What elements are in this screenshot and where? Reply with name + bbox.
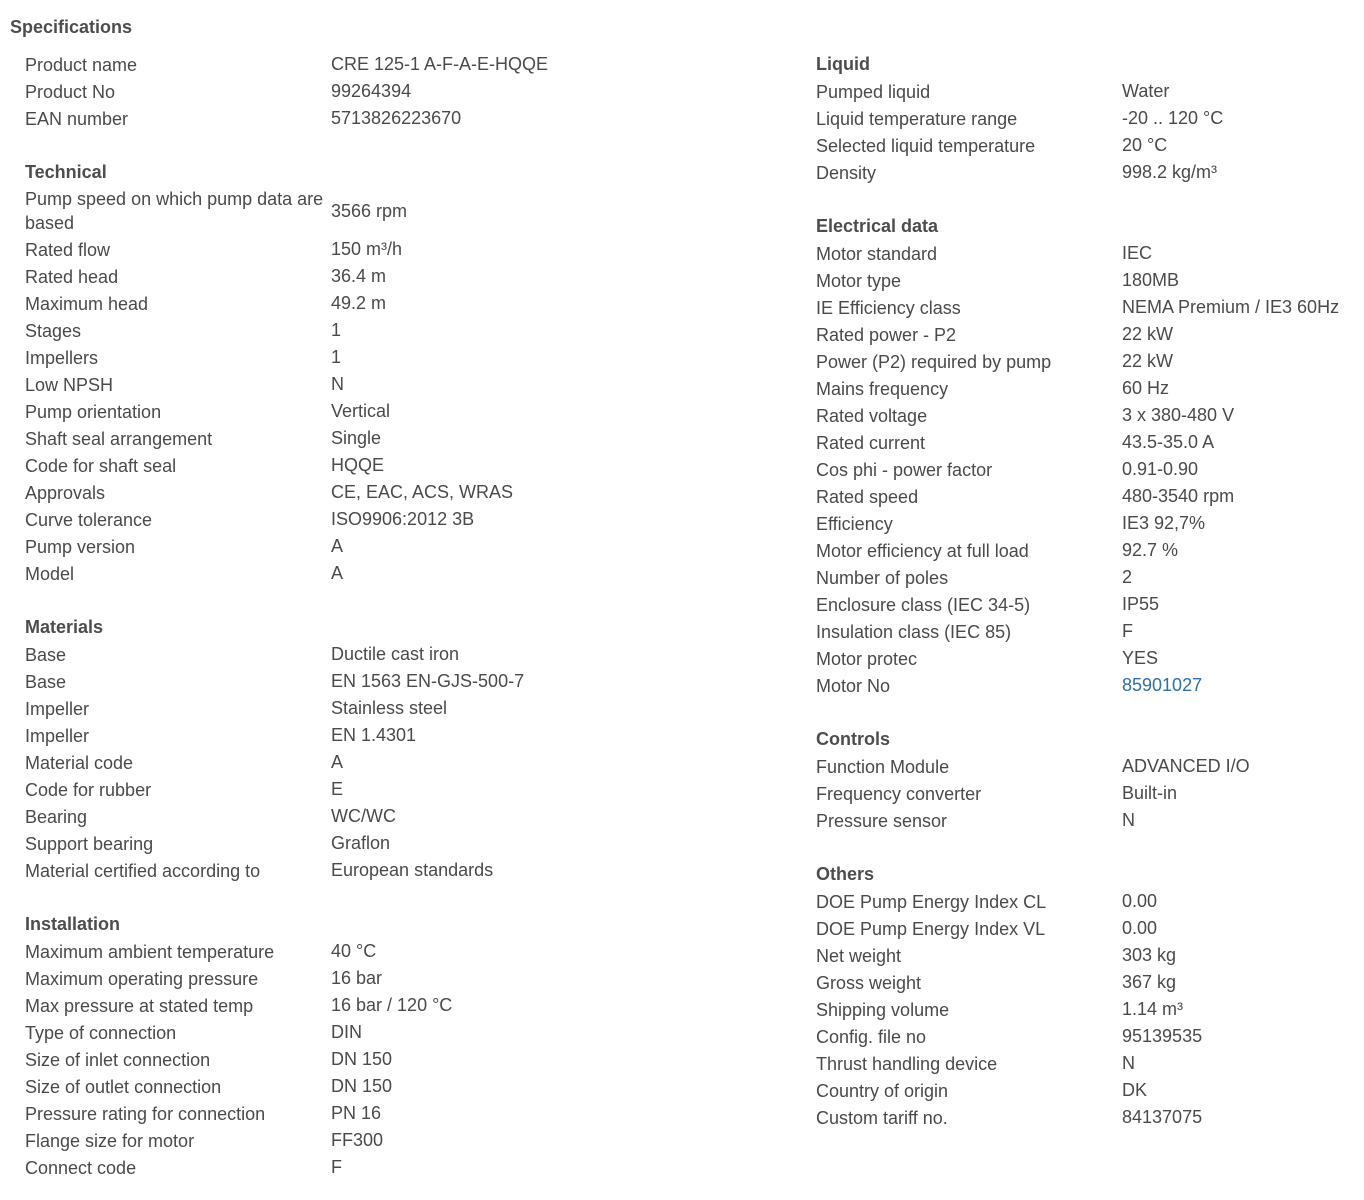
spec-label: Type of connection: [25, 1022, 177, 1043]
spec-label: Maximum operating pressure: [25, 968, 259, 989]
spec-label: Cos phi - power factor: [816, 459, 993, 480]
left-column: [25, 51, 785, 1181]
spec-row: [816, 375, 1356, 402]
spec-label: Rated head: [25, 266, 119, 287]
spec-label: Mains frequency: [816, 378, 949, 399]
spec-label: Code for shaft seal: [25, 455, 177, 476]
spec-row: [816, 564, 1356, 591]
spec-row: [816, 807, 1356, 834]
spec-label: Code for rubber: [25, 779, 152, 800]
spec-row: [816, 78, 1356, 105]
spec-row: [816, 969, 1356, 996]
spec-row: [816, 942, 1356, 969]
spec-row: [816, 159, 1356, 186]
spec-value: 5713826223670: [331, 108, 462, 128]
spec-label: Country of origin: [816, 1080, 949, 1101]
spec-row: [25, 992, 785, 1019]
spec-row: [816, 618, 1356, 645]
spec-value: Water: [1122, 81, 1170, 101]
spec-row: [816, 294, 1356, 321]
spec-label: Insulation class (IEC 85): [816, 621, 1012, 642]
section-materials: [25, 614, 785, 884]
spec-row: [25, 695, 785, 722]
spec-value: 20 °C: [1122, 135, 1168, 155]
spec-label: Config. file no: [816, 1026, 927, 1047]
spec-row: [25, 776, 785, 803]
spec-value: E: [331, 779, 344, 799]
section-liquid: [816, 51, 1356, 186]
spec-row: [25, 533, 785, 560]
spec-value: 998.2 kg/m³: [1122, 162, 1218, 182]
spec-value-link[interactable]: 85901027: [1122, 675, 1203, 695]
spec-row: [816, 105, 1356, 132]
spec-label: Function Module: [816, 756, 950, 777]
spec-row: [25, 965, 785, 992]
spec-value: 16 bar / 120 °C: [331, 995, 453, 1015]
spec-value: A: [331, 536, 344, 556]
spec-label: Material code: [25, 752, 134, 773]
spec-label: Rated power - P2: [816, 324, 957, 345]
spec-label: Density: [816, 162, 877, 183]
spec-label: Impeller: [25, 698, 90, 719]
spec-value: DN 150: [331, 1049, 393, 1069]
spec-row: [25, 186, 785, 236]
spec-label: Motor standard: [816, 243, 938, 264]
spec-value: 22 kW: [1122, 351, 1174, 371]
spec-value: Graflon: [331, 833, 391, 853]
spec-value: N: [1122, 1053, 1135, 1073]
spec-label: Pressure rating for connection: [25, 1103, 266, 1124]
spec-value: -20 .. 120 °C: [1122, 108, 1224, 128]
section-technical: [25, 159, 785, 587]
spec-label: Power (P2) required by pump: [816, 351, 1052, 372]
spec-value: DN 150: [331, 1076, 393, 1096]
spec-row: [816, 321, 1356, 348]
section-title: Electrical data: [816, 216, 939, 236]
spec-label: Size of inlet connection: [25, 1049, 211, 1070]
spec-value: Single: [331, 428, 382, 448]
spec-label: Size of outlet connection: [25, 1076, 222, 1097]
spec-row: [25, 803, 785, 830]
spec-label: Motor efficiency at full load: [816, 540, 1029, 561]
spec-value: CRE 125-1 A-F-A-E-HQQE: [331, 54, 549, 74]
spec-value: Stainless steel: [331, 698, 448, 718]
spec-value: ADVANCED I/O: [1122, 756, 1250, 776]
spec-label: Rated speed: [816, 486, 919, 507]
spec-label: Shipping volume: [816, 999, 950, 1020]
spec-row: [816, 429, 1356, 456]
spec-row: [816, 996, 1356, 1023]
spec-row: [816, 267, 1356, 294]
spec-value: 43.5-35.0 A: [1122, 432, 1215, 452]
spec-row: [25, 78, 785, 105]
spec-value: DIN: [331, 1022, 362, 1042]
spec-value: 1: [331, 320, 342, 340]
spec-value: A: [331, 563, 344, 583]
spec-value: 1.14 m³: [1122, 999, 1184, 1019]
spec-label: Selected liquid temperature: [816, 135, 1036, 156]
spec-value: European standards: [331, 860, 494, 880]
spec-value: CE, EAC, ACS, WRAS: [331, 482, 514, 502]
section-title: Liquid: [816, 54, 870, 74]
spec-label: Frequency converter: [816, 783, 982, 804]
spec-value: IEC: [1122, 243, 1153, 263]
spec-row: [816, 1023, 1356, 1050]
right-column: [816, 51, 1356, 1131]
spec-label: Custom tariff no.: [816, 1107, 948, 1128]
spec-value: 22 kW: [1122, 324, 1174, 344]
spec-label: Motor No: [816, 675, 891, 696]
spec-label: Support bearing: [25, 833, 154, 854]
spec-label: Low NPSH: [25, 374, 114, 395]
spec-value: 367 kg: [1122, 972, 1177, 992]
spec-row: [25, 452, 785, 479]
spec-label: IE Efficiency class: [816, 297, 961, 318]
spec-row: [816, 132, 1356, 159]
section-title: Technical: [25, 162, 107, 182]
spec-label: Gross weight: [816, 972, 922, 993]
spec-label: Base: [25, 671, 67, 692]
spec-value: 84137075: [1122, 1107, 1203, 1127]
spec-value: Ductile cast iron: [331, 644, 460, 664]
spec-label: Pressure sensor: [816, 810, 948, 831]
spec-row: [25, 425, 785, 452]
spec-label: Flange size for motor: [25, 1130, 195, 1151]
spec-row: [25, 938, 785, 965]
section-others: [816, 861, 1356, 1131]
spec-value: 49.2 m: [331, 293, 387, 313]
spec-label: Net weight: [816, 945, 902, 966]
spec-label: EAN number: [25, 108, 129, 129]
spec-label: Impellers: [25, 347, 99, 368]
spec-value: DK: [1122, 1080, 1148, 1100]
spec-value: 2: [1122, 567, 1133, 587]
spec-row: [25, 317, 785, 344]
spec-row: [816, 753, 1356, 780]
spec-value: A: [331, 752, 344, 772]
spec-value: Built-in: [1122, 783, 1178, 803]
spec-value: 150 m³/h: [331, 239, 403, 259]
spec-row: [25, 560, 785, 587]
spec-row: [25, 1073, 785, 1100]
spec-label: Model: [25, 563, 75, 584]
spec-value: 480-3540 rpm: [1122, 486, 1235, 506]
spec-label: Efficiency: [816, 513, 893, 534]
spec-label: Maximum head: [25, 293, 149, 314]
spec-value: YES: [1122, 648, 1159, 668]
spec-value: F: [331, 1157, 342, 1177]
spec-label: Rated current: [816, 432, 926, 453]
spec-row: [816, 1050, 1356, 1077]
spec-row: [816, 672, 1356, 699]
spec-value: 16 bar: [331, 968, 383, 988]
spec-row: [25, 1046, 785, 1073]
spec-row: [816, 1104, 1356, 1131]
spec-value: WC/WC: [331, 806, 396, 826]
spec-value: 3566 rpm: [331, 200, 408, 221]
spec-row: [816, 537, 1356, 564]
spec-row: [816, 483, 1356, 510]
spec-label: Liquid temperature range: [816, 108, 1018, 129]
spec-label: Connect code: [25, 1157, 137, 1178]
spec-value: ISO9906:2012 3B: [331, 509, 475, 529]
spec-row: [25, 668, 785, 695]
spec-label: Pump orientation: [25, 401, 162, 422]
spec-value: 36.4 m: [331, 266, 387, 286]
spec-row: [25, 371, 785, 398]
spec-label: Product No: [25, 81, 116, 102]
spec-row: [816, 780, 1356, 807]
spec-label: Material certified according to: [25, 860, 261, 881]
spec-value: 1: [331, 347, 342, 367]
spec-row: [25, 641, 785, 668]
spec-label: Impeller: [25, 725, 90, 746]
page-title: Specifications: [10, 17, 133, 37]
spec-value: N: [331, 374, 344, 394]
spec-label: Curve tolerance: [25, 509, 153, 530]
spec-label: Bearing: [25, 806, 88, 827]
section-title: Controls: [816, 729, 890, 749]
spec-value: 180MB: [1122, 270, 1180, 290]
spec-value: PN 16: [331, 1103, 382, 1123]
section-title: Others: [816, 864, 875, 884]
spec-row: [25, 749, 785, 776]
spec-row: [25, 830, 785, 857]
spec-value: 40 °C: [331, 941, 377, 961]
spec-value: NEMA Premium / IE3 60Hz: [1122, 297, 1340, 317]
spec-row: [25, 479, 785, 506]
spec-label: Stages: [25, 320, 82, 341]
spec-row: [816, 1077, 1356, 1104]
section-title: Installation: [25, 914, 121, 934]
spec-value: 60 Hz: [1122, 378, 1170, 398]
spec-row: [816, 456, 1356, 483]
spec-value: IP55: [1122, 594, 1160, 614]
spec-value: EN 1.4301: [331, 725, 417, 745]
spec-row: [816, 645, 1356, 672]
spec-row: [25, 1100, 785, 1127]
spec-value: N: [1122, 810, 1135, 830]
spec-value: 92.7 %: [1122, 540, 1179, 560]
spec-value: 303 kg: [1122, 945, 1177, 965]
spec-label: Thrust handling device: [816, 1053, 998, 1074]
section-controls: [816, 726, 1356, 834]
spec-value: HQQE: [331, 455, 385, 475]
spec-label: Maximum ambient temperature: [25, 941, 275, 962]
spec-row: [25, 344, 785, 371]
spec-row: [25, 506, 785, 533]
spec-value: 0.00: [1122, 891, 1158, 911]
spec-row: [816, 240, 1356, 267]
spec-row: [25, 722, 785, 749]
spec-row: [25, 236, 785, 263]
spec-value: 99264394: [331, 81, 412, 101]
spec-label: Pump version: [25, 536, 136, 557]
spec-row: [25, 105, 785, 132]
spec-label: Rated flow: [25, 239, 111, 260]
spec-label: Motor type: [816, 270, 902, 291]
spec-value: 95139535: [1122, 1026, 1203, 1046]
spec-row: [816, 888, 1356, 915]
section-electrical: [816, 213, 1356, 699]
spec-label: DOE Pump Energy Index VL: [816, 918, 1046, 939]
spec-row: [816, 591, 1356, 618]
spec-value: IE3 92,7%: [1122, 513, 1206, 533]
spec-row: [816, 348, 1356, 375]
spec-label: Approvals: [25, 482, 106, 503]
spec-row: [25, 51, 785, 78]
spec-row: [25, 1154, 785, 1181]
spec-row: [25, 290, 785, 317]
spec-label: Enclosure class (IEC 34-5): [816, 594, 1031, 615]
spec-label: Rated voltage: [816, 405, 928, 426]
spec-value: F: [1122, 621, 1133, 641]
spec-row: [816, 915, 1356, 942]
spec-label: Shaft seal arrangement: [25, 428, 213, 449]
spec-value: EN 1563 EN-GJS-500-7: [331, 671, 525, 691]
spec-row: [816, 402, 1356, 429]
spec-value: FF300: [331, 1130, 384, 1150]
spec-value: Vertical: [331, 401, 391, 421]
spec-value: 0.91-0.90: [1122, 459, 1199, 479]
spec-row: [25, 1127, 785, 1154]
spec-label: Base: [25, 644, 67, 665]
spec-label: Number of poles: [816, 567, 949, 588]
spec-row: [816, 510, 1356, 537]
spec-value: 3 x 380-480 V: [1122, 405, 1235, 425]
section-installation: [25, 911, 785, 1181]
spec-label: Pump speed on which pump data are based: [25, 189, 324, 233]
spec-row: [25, 263, 785, 290]
section-general: [25, 51, 785, 132]
spec-label: DOE Pump Energy Index CL: [816, 891, 1047, 912]
spec-row: [25, 857, 785, 884]
spec-label: Pumped liquid: [816, 81, 931, 102]
spec-label: Product name: [25, 54, 138, 75]
spec-label: Max pressure at stated temp: [25, 995, 254, 1016]
section-title: Materials: [25, 617, 104, 637]
spec-row: [25, 398, 785, 425]
spec-value: 0.00: [1122, 918, 1158, 938]
spec-row: [25, 1019, 785, 1046]
spec-label: Motor protec: [816, 648, 918, 669]
